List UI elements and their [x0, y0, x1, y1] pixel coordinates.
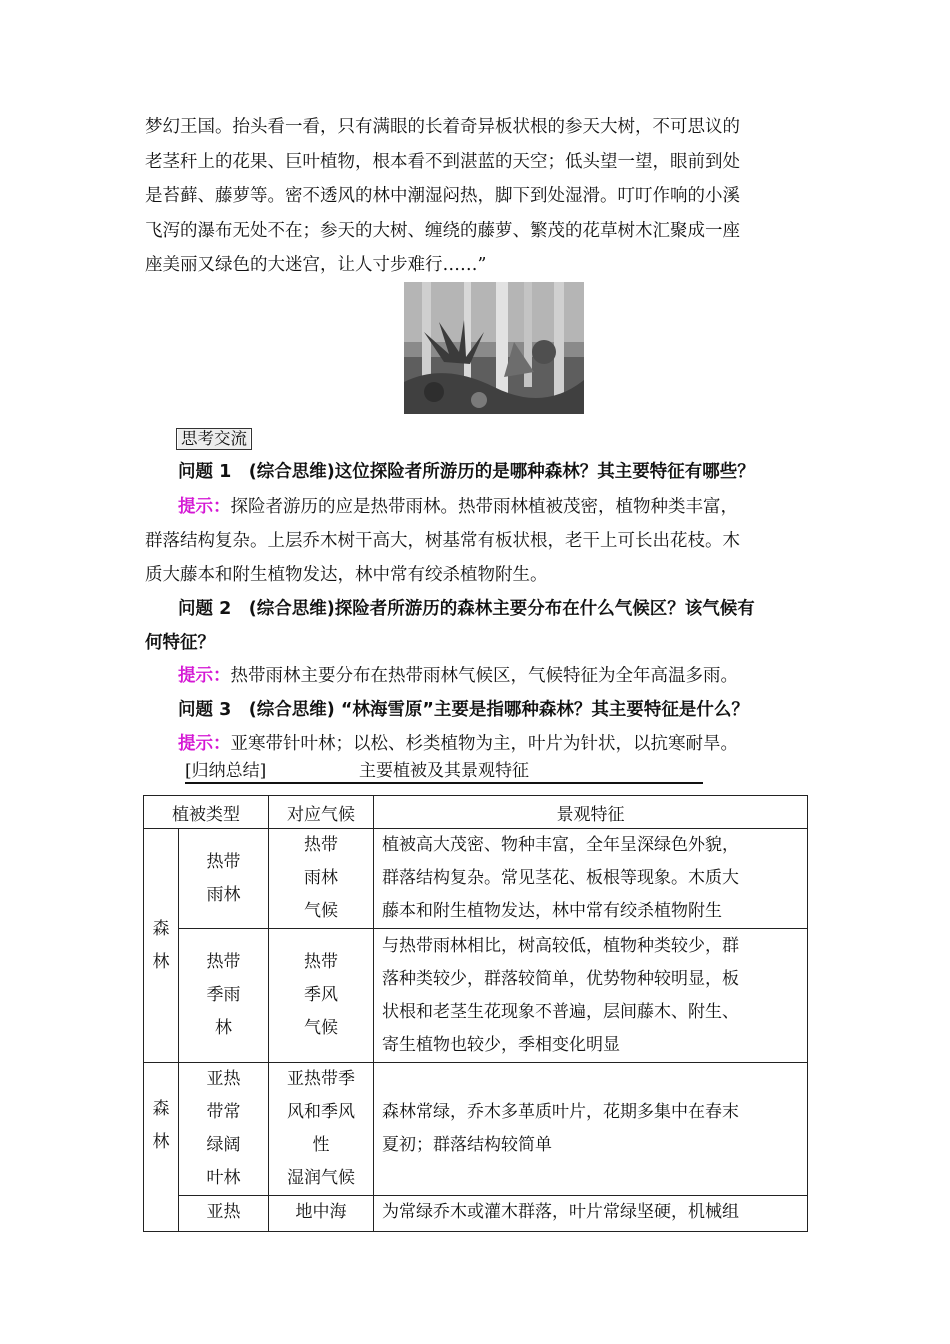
- answer-1-line: 质大藤本和附生植物发达，林中常有绞杀植物附生。: [145, 565, 548, 585]
- section-tag: 思考交流: [178, 428, 250, 450]
- type-cell: 亚热 带常 绿阔 叶林: [179, 1063, 269, 1196]
- climate-cell: 亚热带季 风和季风 性 湿润气候: [269, 1063, 374, 1196]
- header-cell: 景观特征: [374, 796, 808, 829]
- text-line: 座美丽又绿色的大迷宫，让人寸步难行……”: [145, 255, 487, 275]
- type-cell: 热带 季雨 林: [179, 929, 269, 1063]
- climate-cell: 热带 季风 气候: [269, 929, 374, 1063]
- table-row: [144, 1196, 808, 1232]
- header-cell: 植被类型: [144, 796, 269, 829]
- type-cell: 亚热: [179, 1196, 269, 1232]
- features-cell: 植被高大茂密、物种丰富，全年呈深绿色外貌， 群落结构复杂。常见茎花、板根等现象。木质大 藤本和附生植物发达，林中常有绞杀植物附生: [374, 829, 808, 929]
- vegetation-table: [143, 795, 808, 1232]
- group-cell: 森 林: [144, 829, 179, 1063]
- table-row: [144, 929, 808, 1063]
- hint-label: 提示：: [178, 497, 231, 517]
- hint-label: 提示：: [178, 666, 231, 686]
- features-cell: 森林常绿，乔木多革质叶片，花期多集中在春末 夏初；群落结构较简单: [374, 1063, 808, 1196]
- type-cell: 热带 雨林: [179, 829, 269, 929]
- text-line: 是苔藓、藤萝等。密不透风的林中潮湿闷热，脚下到处湿滑。叮叮作响的小溪: [145, 186, 740, 206]
- answer-text: 热带雨林主要分布在热带雨林气候区，气候特征为全年高温多雨。: [230, 666, 738, 686]
- header-cell: 对应气候: [269, 796, 374, 829]
- text-line: 老茎秆上的花果、巨叶植物，根本看不到湛蓝的天空；低头望一望，眼前到处: [145, 151, 740, 172]
- answer-1-line: 群落结构复杂。上层乔木树干高大，树基常有板状根，老干上可长出花枝。木: [145, 531, 740, 551]
- group-cell: 森 林: [144, 1063, 179, 1232]
- answer-text: 亚寒带针叶林；以松、杉类植物为主，叶片为针状，以抗寒耐旱。: [230, 734, 738, 754]
- question-3: 问题 3 (综合思维) “林海雪原”主要是指哪种森林？其主要特征是什么？: [178, 700, 749, 720]
- question-2: 问题 2 (综合思维)探险者所游历的森林主要分布在什么气候区？该气候有: [178, 599, 755, 619]
- text-line: 飞泻的瀑布无处不在；参天的大树、缠绕的藤萝、繁茂的花草树木汇聚成一座: [145, 220, 740, 241]
- climate-cell: 热带 雨林 气候: [269, 829, 374, 929]
- answer-2-line: [178, 659, 738, 694]
- summary-label: [归纳总结]: [185, 761, 267, 781]
- question-1: 问题 1 (综合思维)这位探险者所游历的是哪种森林？其主要特征有哪些？: [178, 462, 755, 482]
- answer-3-line: [178, 727, 738, 762]
- answer-text: 探险者游历的应是热带雨林。热带雨林植被茂密，植物种类丰富，: [230, 497, 738, 517]
- table-header-row: [144, 796, 808, 829]
- rainforest-photo: [404, 282, 584, 414]
- summary-title: 主要植被及其景观特征: [359, 761, 529, 781]
- answer-1-line: [178, 490, 738, 525]
- summary-heading: [185, 760, 703, 784]
- question-2-cont: 何特征？: [145, 633, 215, 653]
- table-row: [144, 1063, 808, 1196]
- text-line: 梦幻王国。抬头看一看，只有满眼的长着奇异板状根的参天大树，不可思议的: [145, 117, 740, 137]
- intro-paragraph: [145, 110, 810, 283]
- hint-label: 提示：: [178, 734, 231, 754]
- table-row: [144, 829, 808, 929]
- climate-cell: 地中海: [269, 1196, 374, 1232]
- features-cell: 为常绿乔木或灌木群落，叶片常绿坚硬，机械组: [374, 1196, 808, 1232]
- features-cell: 与热带雨林相比，树高较低，植物种类较少，群 落种类较少，群落较简单，优势物种较明显，板 状根和老茎生花现象不普遍，层间藤木、附生、 寄生植物也较少，季相变化明显: [374, 929, 808, 1063]
